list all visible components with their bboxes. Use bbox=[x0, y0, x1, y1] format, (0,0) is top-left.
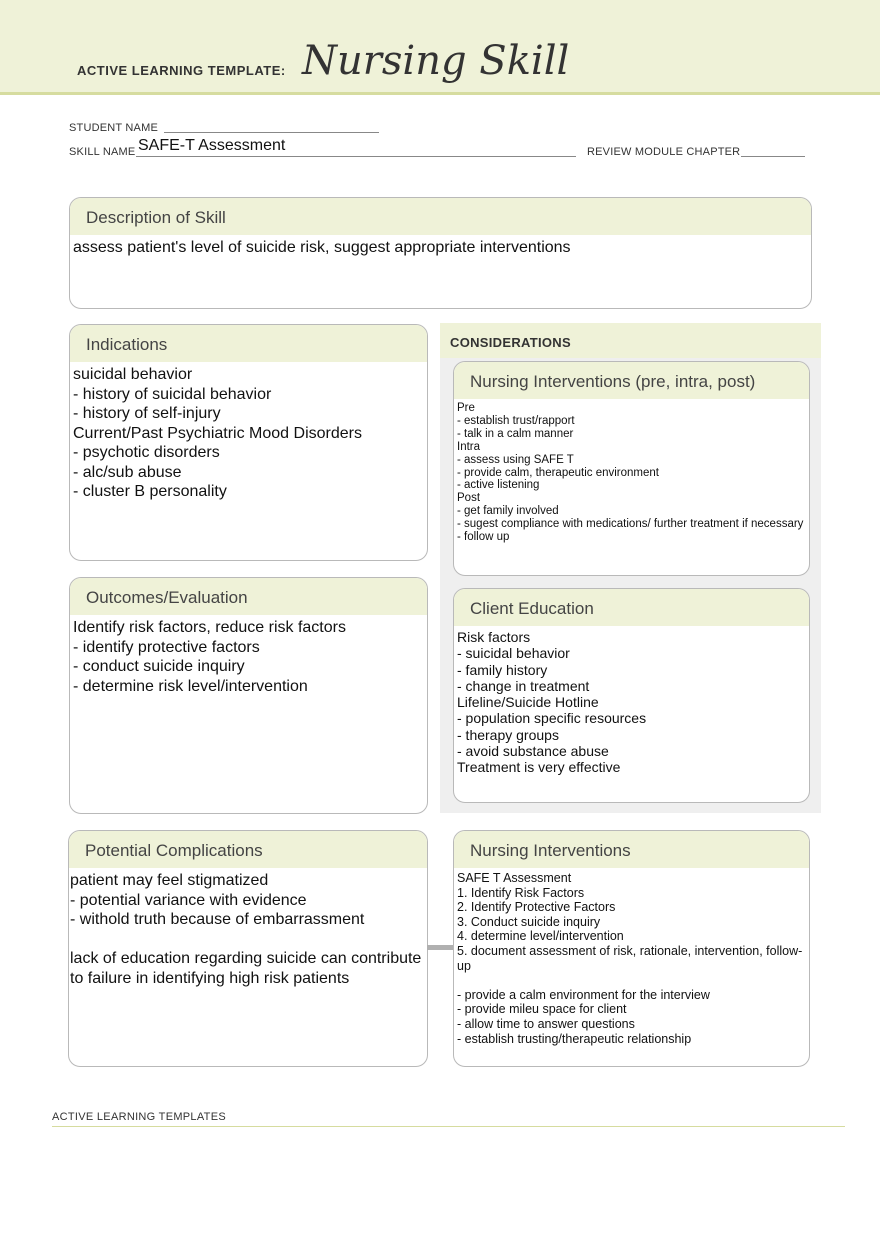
footer-rule bbox=[52, 1126, 845, 1127]
client-education-text[interactable]: Risk factors - suicidal behavior - family history - change in treatment Lifeline/Suicide Hotline - population specific resources - therapy groups - avoid substance abuse Treatment is very effective bbox=[457, 629, 647, 776]
nursing-interventions-phases-title: Nursing Interventions (pre, intra, post) bbox=[454, 362, 809, 399]
description-title: Description of Skill bbox=[70, 198, 811, 235]
page-title: Nursing Skill bbox=[302, 38, 570, 84]
nursing-interventions-phases-box bbox=[453, 361, 810, 576]
outcomes-text[interactable]: Identify risk factors, reduce risk factors - identify protective factors - conduct suicide inquiry - determine risk level/intervention bbox=[73, 619, 346, 695]
complications-text[interactable]: patient may feel stigmatized - potential variance with evidence - withold truth because of embarrassment lack of education regarding suicide can contribute to failure in identifying high risk patients bbox=[70, 872, 422, 987]
footer-label: ACTIVE LEARNING TEMPLATES bbox=[52, 1111, 226, 1123]
description-text[interactable]: assess patient's level of suicide risk, suggest appropriate interventions bbox=[73, 239, 571, 256]
nursing-interventions-title: Nursing Interventions bbox=[454, 831, 809, 868]
description-box bbox=[69, 197, 812, 309]
indications-title: Indications bbox=[70, 325, 427, 362]
complications-box bbox=[68, 830, 428, 1067]
outcomes-box bbox=[69, 577, 428, 814]
considerations-label: CONSIDERATIONS bbox=[450, 335, 571, 350]
review-module-label: REVIEW MODULE CHAPTER bbox=[587, 146, 741, 158]
indications-text[interactable]: suicidal behavior - history of suicidal behavior - history of self-injury Current/Past Psychiatric Mood Disorders - psychotic disorders - alc/sub abuse - cluster B personality bbox=[73, 366, 362, 500]
header-band bbox=[0, 0, 880, 95]
template-prefix: ACTIVE LEARNING TEMPLATE: bbox=[77, 63, 286, 78]
considerations-header bbox=[440, 323, 821, 358]
student-name-label: STUDENT NAME bbox=[69, 122, 158, 134]
skill-name-underline bbox=[136, 156, 576, 157]
box-connector bbox=[427, 945, 454, 950]
skill-name-field[interactable]: SAFE-T Assessment bbox=[138, 137, 286, 154]
indications-box bbox=[69, 324, 428, 561]
nursing-interventions-text[interactable]: SAFE T Assessment 1. Identify Risk Factors 2. Identify Protective Factors 3. Conduct suicide inquiry 4. determine level/intervention 5. document assessment of risk, rationale, intervention, follow-up - provide a calm environment for the interview - provide mileu space for client - allow time to answer questions - establish trusting/therapeutic relationship bbox=[457, 871, 803, 1046]
nursing-interventions-box bbox=[453, 830, 810, 1067]
nursing-interventions-phases-text[interactable]: Pre - establish trust/rapport - talk in a calm manner Intra - assess using SAFE T - provide calm, therapeutic environment - active listening Post - get family involved - sugest compliance with medications/ further treatment if necessary - follow up bbox=[457, 402, 804, 544]
review-module-field[interactable] bbox=[741, 156, 805, 157]
client-education-box bbox=[453, 588, 810, 803]
complications-title: Potential Complications bbox=[69, 831, 427, 868]
student-name-field[interactable] bbox=[164, 132, 379, 133]
outcomes-title: Outcomes/Evaluation bbox=[70, 578, 427, 615]
skill-name-label: SKILL NAME bbox=[69, 146, 136, 158]
client-education-title: Client Education bbox=[454, 589, 809, 626]
